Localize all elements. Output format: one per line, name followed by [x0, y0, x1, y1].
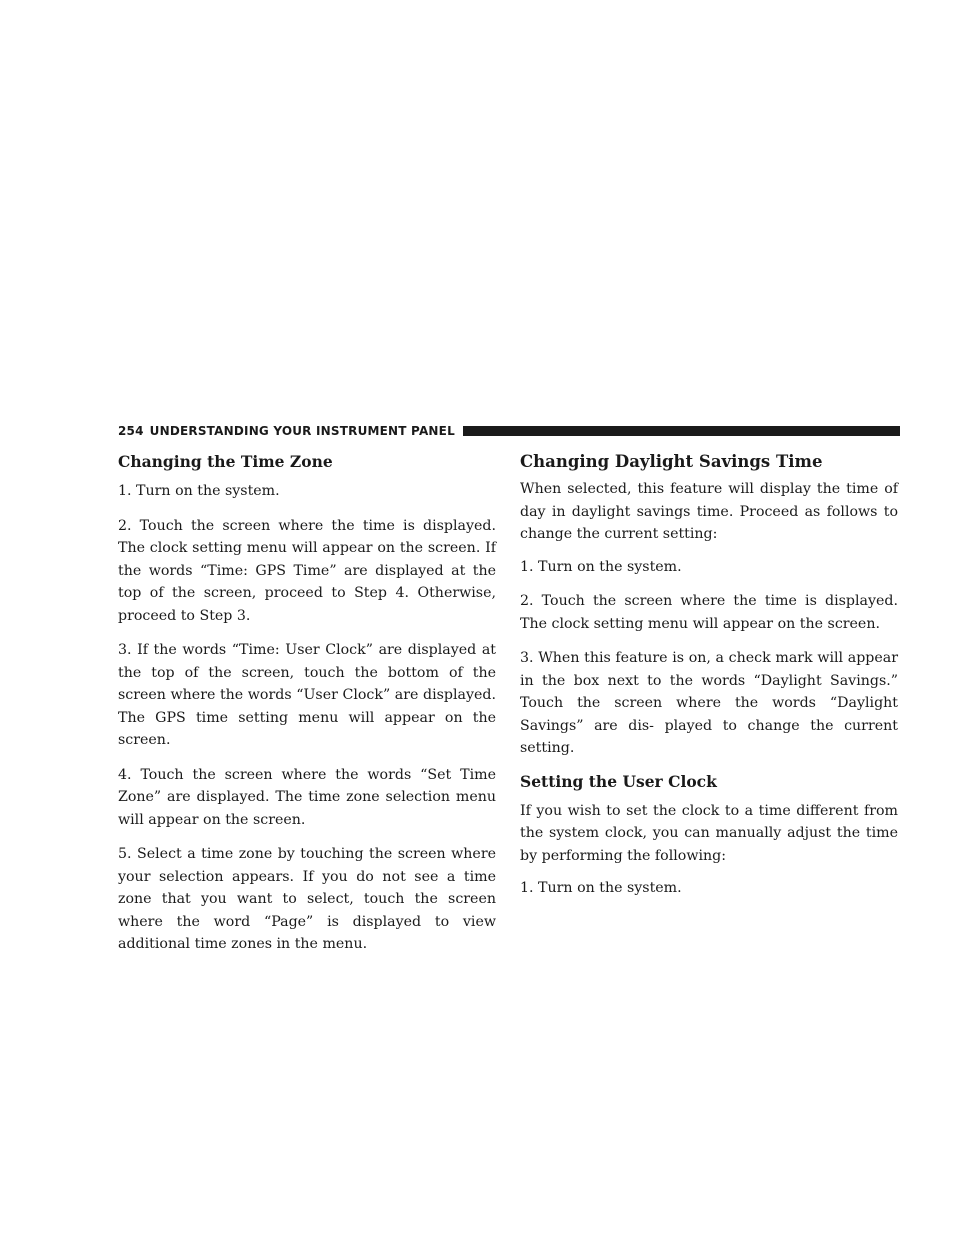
- header-rule: [463, 426, 900, 436]
- section-heading-daylight-savings: Changing Daylight Savings Time: [520, 452, 823, 471]
- paragraph: 4. Touch the screen where the words “Set Time Zone” are displayed. The time zone selection menu will appear on the screen.: [118, 766, 496, 828]
- right-column: [520, 452, 898, 912]
- paragraph: If you wish to set the clock to a time different from the system clock, you can manually adjust the time by performing the following:: [520, 802, 898, 864]
- paragraph: 1. Turn on the system.: [520, 558, 682, 575]
- paragraph: When selected, this feature will display the time of day in daylight savings time. Proceed as follows to change the current setting:: [520, 481, 898, 542]
- running-header: [118, 423, 900, 439]
- section-title: UNDERSTANDING YOUR INSTRUMENT PANEL: [149, 424, 455, 438]
- paragraph: 2. Touch the screen where the time is displayed. The clock setting menu will appear on the screen. If the words “Time: GPS Time” are displayed at the top of the screen, proceed to Step 4. Otherwise, proceed to Step 3.: [118, 517, 496, 624]
- left-column: [118, 452, 496, 968]
- paragraph: 2. Touch the screen where the time is displayed. The clock setting menu will appear on the screen.: [520, 593, 898, 632]
- section-heading-user-clock: Setting the User Clock: [520, 771, 717, 791]
- paragraph: 3. When this feature is on, a check mark will appear in the box next to the words “Daylight Savings.” Touch the screen where the words “Daylight Savings” are dis- played to change the current setting.: [520, 650, 898, 756]
- paragraph: 1. Turn on the system.: [118, 483, 280, 499]
- paragraph: 5. Select a time zone by touching the screen where your selection appears. If you do not see a time zone that you want to select, touch the screen where the word “Page” is displayed to view additional time zones in the menu.: [118, 846, 496, 952]
- paragraph: 1. Turn on the system.: [520, 880, 682, 896]
- page-number: 254: [118, 424, 144, 438]
- section-heading-time-zone: Changing the Time Zone: [118, 452, 333, 471]
- paragraph: 3. If the words “Time: User Clock” are displayed at the top of the screen, touch the bottom of the screen where the words “User Clock” are displayed. The GPS time setting menu will appear on the screen.: [118, 642, 496, 748]
